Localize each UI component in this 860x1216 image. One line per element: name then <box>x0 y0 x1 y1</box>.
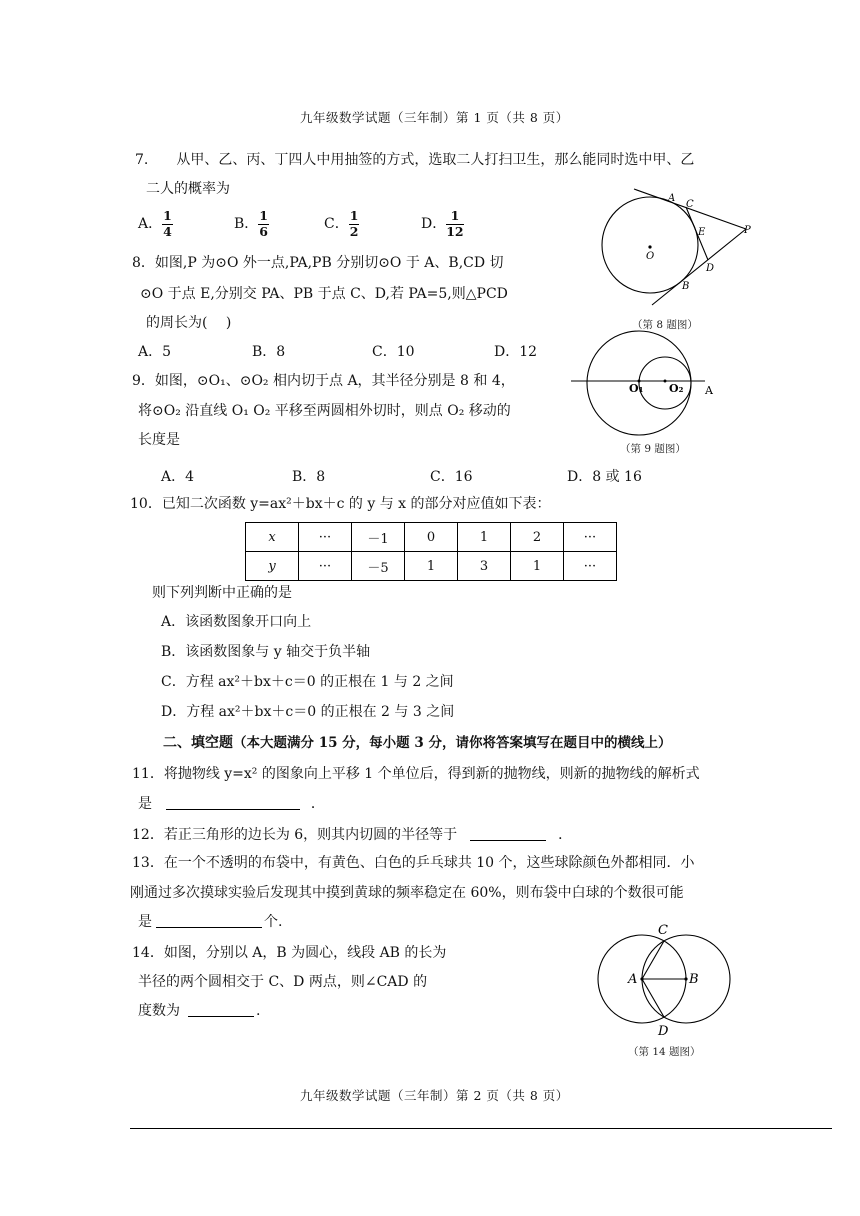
q10-value-table <box>245 522 617 581</box>
q10-option-d: D．方程 ax²＋bx＋c＝0 的正根在 2 与 3 之间 <box>161 704 455 720</box>
q10-option-b: B．该函数图象与 y 轴交于负半轴 <box>161 644 371 660</box>
q10-stem: 10．已知二次函数 y=ax²＋bx＋c 的 y 与 x 的部分对应值如下表： <box>130 496 551 512</box>
q7-option-b-num: 1 <box>259 208 268 223</box>
q14-label-c: C <box>658 923 668 938</box>
q7-stem-line1: 7. 从甲、乙、丙、丁四人中用抽签的方式，选取二人打扫卫生，那么能同时选中甲、乙 <box>135 152 695 168</box>
table-cell: 0 <box>405 523 458 552</box>
q12-end: ． <box>558 827 573 843</box>
q14-label-a: A <box>628 972 638 987</box>
q14-segment-ad <box>642 979 664 1017</box>
section2-note: （本大题满分 15 分，每小题 3 分，请你将答案填写在题目中的横线上） <box>233 735 672 751</box>
q13-suffix: 个. <box>264 914 283 930</box>
q9-option-b: B．8 <box>292 469 326 485</box>
table-cell: 3 <box>458 552 511 581</box>
q7-option-c <box>324 210 359 238</box>
q7-option-a <box>138 210 173 238</box>
q7-option-c-num: 1 <box>349 208 359 223</box>
q7-option-d-den: 12 <box>446 223 464 239</box>
section2-heading <box>163 736 671 751</box>
q7-option-b-letter: B． <box>234 216 259 232</box>
q7-option-a-letter: A． <box>138 216 163 232</box>
q8-circle-o <box>602 197 698 293</box>
q8-label-b: B <box>682 281 690 292</box>
q14-point-b <box>684 977 687 980</box>
footer-divider <box>130 1128 832 1129</box>
q8-stem-line1: 8．如图,P 为⊙O 外一点,PA,PB 分别切⊙O 于 A、B,CD 切 <box>132 255 504 271</box>
q8-option-c: C．10 <box>372 344 415 360</box>
q14-figure-caption: （第 14 题图） <box>628 1046 701 1058</box>
q9-stem-line3: 长度是 <box>138 432 180 448</box>
q9-label-o1: O₁ <box>629 382 644 395</box>
q14-figure <box>594 917 734 1039</box>
table-cell: ··· <box>564 523 617 552</box>
q7-option-c-fraction <box>349 210 360 238</box>
table-row <box>246 552 617 581</box>
q9-label-o2: O₂ <box>669 382 684 395</box>
q11-stem-line2 <box>138 797 325 811</box>
q14-answer-blank[interactable] <box>188 1004 254 1017</box>
q7-option-d-fraction <box>446 210 463 238</box>
q13-stem-line3 <box>138 915 282 929</box>
table-cell: 1 <box>511 552 564 581</box>
q7-option-c-letter: C． <box>324 216 349 232</box>
q10-option-c: C．方程 ax²＋bx＋c＝0 的正根在 1 与 2 之间 <box>161 674 454 690</box>
q11-prefix: 是 <box>138 796 152 812</box>
q9-stem-line1: 9．如图，⊙O₁、⊙O₂ 相内切于点 A，其半径分别是 8 和 4， <box>132 373 515 389</box>
q7-option-b <box>234 210 269 238</box>
q7-option-a-fraction <box>162 210 173 238</box>
q9-center-o2 <box>664 380 667 383</box>
q9-option-a: A．4 <box>161 469 195 485</box>
q13-answer-blank[interactable] <box>156 915 262 928</box>
q14-label-d: D <box>658 1024 669 1039</box>
table-cell: 2 <box>511 523 564 552</box>
q8-center-dot <box>648 245 651 248</box>
q13-stem-line1: 13．在一个不透明的布袋中，有黄色、白色的乒乓球共 10 个，这些球除颜色外都相同．小 <box>132 855 695 871</box>
q8-stem-line3: 的周长为( ) <box>146 315 232 331</box>
q13-prefix: 是 <box>138 914 152 930</box>
q14-prefix: 度数为 <box>138 1003 180 1019</box>
page-footer: 九年级数学试题（三年制）第 2 页（共 8 页） <box>300 1088 569 1103</box>
q14-stem-line1: 14．如图，分别以 A，B 为圆心，线段 AB 的长为 <box>132 945 447 961</box>
q7-option-b-fraction <box>258 210 269 238</box>
q8-label-d: D <box>706 263 715 274</box>
page-header: 九年级数学试题（三年制）第 1 页（共 8 页） <box>300 110 569 125</box>
q14-point-a <box>640 977 643 980</box>
q7-option-d-letter: D． <box>421 216 447 232</box>
q7-option-c-den: 2 <box>349 223 359 239</box>
q7-option-d <box>421 210 464 238</box>
q11-answer-blank[interactable] <box>166 797 300 810</box>
table-row <box>246 523 617 552</box>
q9-option-c: C．16 <box>430 469 473 485</box>
q12-answer-blank[interactable] <box>470 828 546 841</box>
q14-stem-line2: 半径的两个圆相交于 C、D 两点，则∠CAD 的 <box>138 974 428 990</box>
q8-option-b: B．8 <box>252 344 286 360</box>
table-cell: ··· <box>564 552 617 581</box>
q7-stem-line2: 二人的概率为 <box>146 181 230 197</box>
table-cell: 1 <box>458 523 511 552</box>
q8-label-o: O <box>646 251 655 262</box>
q11-suffix: ． <box>310 796 325 812</box>
q8-figure-caption: （第 8 题图） <box>632 319 698 331</box>
q14-label-b: B <box>689 972 699 987</box>
q11-stem-line1: 11．将抛物线 y=x² 的图象向上平移 1 个单位后，得到新的抛物线，则新的抛物线的解析式 <box>132 766 700 782</box>
table-cell: ··· <box>299 552 352 581</box>
q8-label-p: P <box>744 225 751 236</box>
table-cell: 1 <box>405 552 458 581</box>
q13-stem-line2: 刚通过多次摸球实验后发现其中摸到黄球的频率稳定在 60%，则布袋中白球的个数很可能 <box>130 885 684 901</box>
q9-stem-line2: 将⊙O₂ 沿直线 O₁ O₂ 平移至两圆相外切时，则点 O₂ 移动的 <box>138 403 511 419</box>
q9-option-d: D．8 或 16 <box>567 469 642 485</box>
q9-figure <box>565 328 730 438</box>
table-cell: －5 <box>352 552 405 581</box>
q8-label-a: A <box>668 193 676 204</box>
q8-option-a: A．5 <box>138 344 172 360</box>
section2-title: 二、填空题 <box>163 735 233 751</box>
q14-suffix: . <box>256 1003 261 1019</box>
q14-stem-line3 <box>138 1004 260 1018</box>
q7-option-a-den: 4 <box>163 223 172 239</box>
q8-label-c: C <box>686 199 694 210</box>
q8-stem-line2: ⊙O 于点 E,分别交 PA、PB 于点 C、D,若 PA=5,则△PCD <box>140 286 508 302</box>
q8-option-d: D．12 <box>494 344 538 360</box>
q7-option-d-num: 1 <box>446 210 463 225</box>
q8-figure <box>590 185 765 310</box>
q8-tangent-pb <box>652 229 746 305</box>
table-cell: x <box>246 523 299 552</box>
table-cell: ··· <box>299 523 352 552</box>
q7-option-a-num: 1 <box>163 208 172 223</box>
q14-segment-ac <box>642 941 664 979</box>
q12-text: 12．若正三角形的边长为 6，则其内切圆的半径等于 <box>132 827 458 843</box>
q10-prompt: 则下列判断中正确的是 <box>152 585 292 601</box>
q10-option-a: A．该函数图象开口向上 <box>161 614 312 630</box>
q7-option-b-den: 6 <box>259 223 268 239</box>
q8-label-e: E <box>698 227 706 238</box>
table-cell: y <box>246 552 299 581</box>
q12-stem <box>132 828 572 842</box>
q9-figure-caption: （第 9 题图） <box>620 443 686 455</box>
q9-label-a: A <box>705 384 713 397</box>
table-cell: －1 <box>352 523 405 552</box>
